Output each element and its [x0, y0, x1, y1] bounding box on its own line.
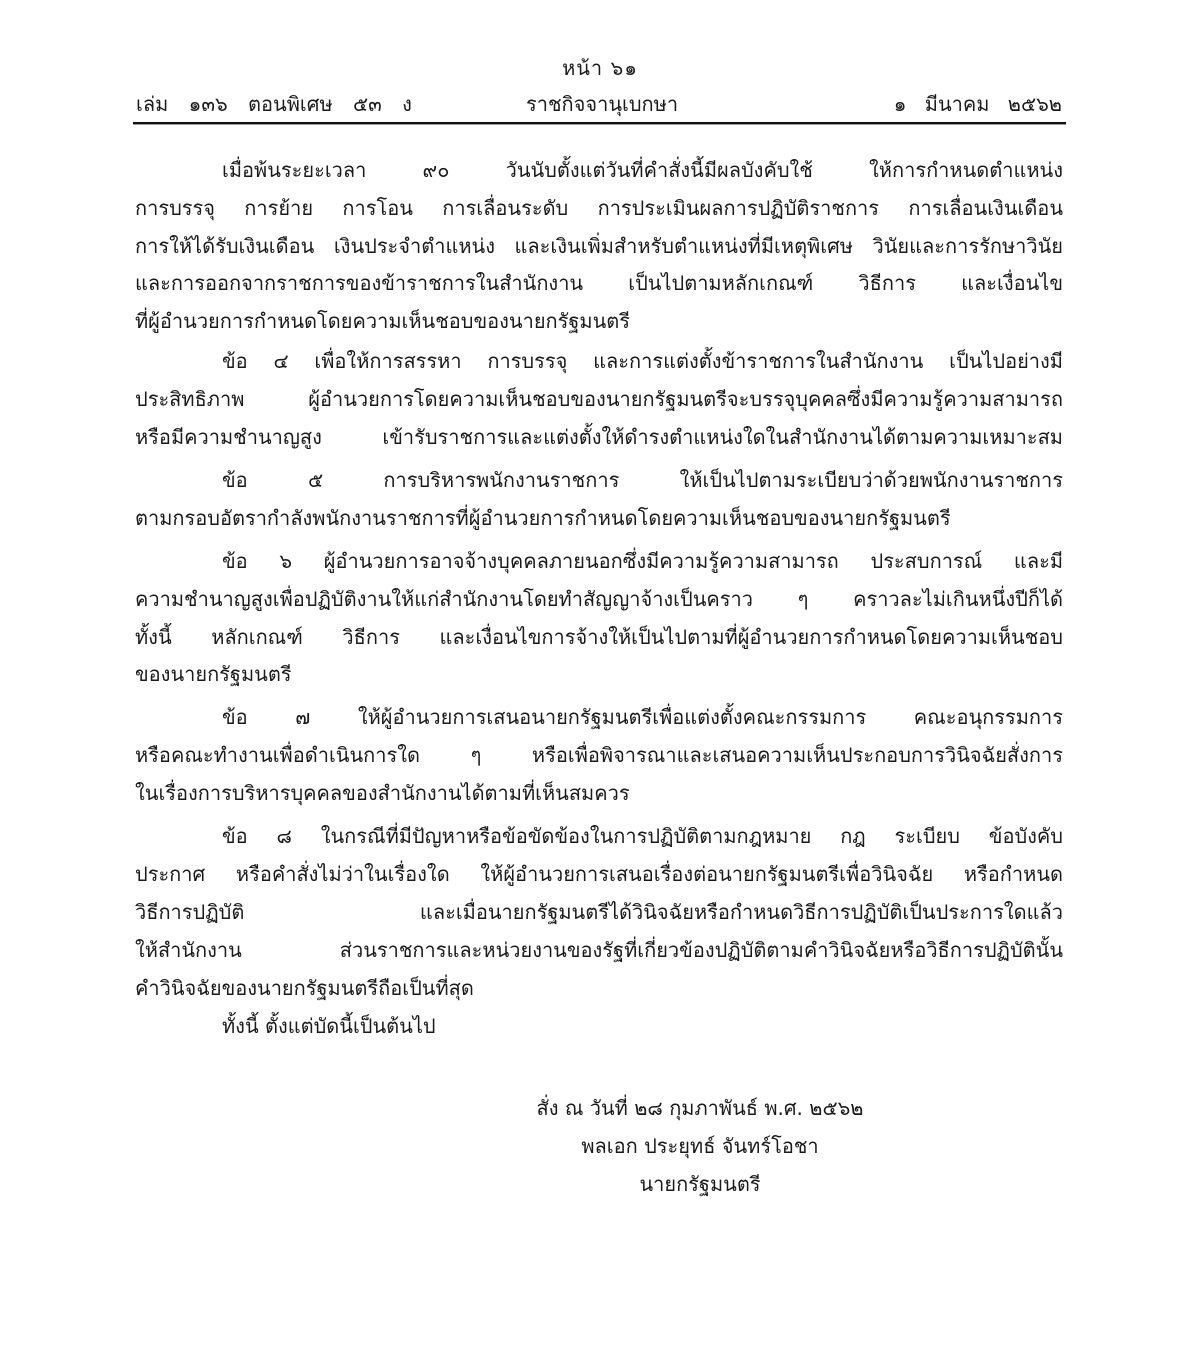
clause-8-line: ประกาศ หรือคำสั่งไม่ว่าในเรื่องใด ให้ผู้อำนวยการเสนอเรื่องต่อนายกรัฐมนตรีเพื่อวินิจฉัย หรือกำหนด — [135, 862, 1063, 886]
clause-4-line: หรือมีความชำนาญสูง เข้ารับราชการและแต่งตั้งให้ดำรงตำแหน่งใดในสำนักงานได้ตามความเหมาะสม — [135, 425, 1063, 449]
signer-name: พลเอก ประยุทธ์ จันทร์โอชา — [581, 1134, 819, 1158]
closing-line: ทั้งนี้ ตั้งแต่บัดนี้เป็นต้นไป — [222, 1014, 436, 1038]
clause-4-line: ข้อ ๔ เพื่อให้การสรรหา การบรรจุ และการแต่งตั้งข้าราชการในสำนักงาน เป็นไปอย่างมี — [222, 349, 1063, 373]
body-line: การบรรจุ การย้าย การโอน การเลื่อนระดับ การประเมินผลการปฏิบัติราชการ การเลื่อนเงินเดือน — [135, 196, 1063, 220]
clause-8-line: วิธีการปฏิบัติ และเมื่อนายกรัฐมนตรีได้วินิจฉัยหรือกำหนดวิธีการปฏิบัติเป็นประการใดแล้ว — [135, 900, 1063, 924]
order-date: สั่ง ณ วันที่ ๒๘ กุมภาพันธ์ พ.ศ. ๒๕๖๒ — [536, 1096, 864, 1120]
clause-7-line: ในเรื่องการบริหารบุคคลของสำนักงานได้ตามที่เห็นสมควร — [135, 781, 630, 805]
clause-6-line: ทั้งนี้ หลักเกณฑ์ วิธีการ และเงื่อนไขการจ้างให้เป็นไปตามที่ผู้อำนวยการกำหนดโดยความเห็นชอบ — [135, 625, 1063, 649]
volume-issue: เล่ม ๑๓๖ ตอนพิเศษ ๕๓ ง — [136, 92, 412, 116]
clause-5-line: ข้อ ๕ การบริหารพนักงานราชการ ให้เป็นไปตามระเบียบว่าด้วยพนักงานราชการ — [222, 468, 1063, 492]
page-number: หน้า ๖๑ — [562, 56, 638, 80]
clause-8-line: ให้สำนักงาน ส่วนราชการและหน่วยงานของรัฐที่เกี่ยวข้องปฏิบัติตามคำวินิจฉัยหรือวิธีการปฏิบัตินั้น — [135, 938, 1063, 962]
gazette-header — [134, 88, 1064, 118]
clause-7-line: หรือคณะทำงานเพื่อดำเนินการใด ๆ หรือเพื่อพิจารณาและเสนอความเห็นประกอบการวินิจฉัยสั่งการ — [135, 743, 1063, 767]
body-line: และการออกจากราชการของข้าราชการในสำนักงาน เป็นไปตามหลักเกณฑ์ วิธีการ และเงื่อนไข — [135, 271, 1063, 295]
gazette-name: ราชกิจจานุเบกษา — [526, 92, 679, 116]
publication-date: ๑ มีนาคม ๒๕๖๒ — [893, 92, 1062, 116]
clause-7-line: ข้อ ๗ ให้ผู้อำนวยการเสนอนายกรัฐมนตรีเพื่อแต่งตั้งคณะกรรมการ คณะอนุกรรมการ — [222, 705, 1063, 729]
body-line: เมื่อพ้นระยะเวลา ๙๐ วันนับตั้งแต่วันที่คำสั่งนี้มีผลบังคับใช้ ให้การกำหนดตำแหน่ง — [222, 158, 1063, 182]
clause-8-line: ข้อ ๘ ในกรณีที่มีปัญหาหรือข้อขัดข้องในการปฏิบัติตามกฎหมาย กฎ ระเบียบ ข้อบังคับ — [222, 824, 1063, 848]
clause-6-line: ข้อ ๖ ผู้อำนวยการอาจจ้างบุคคลภายนอกซึ่งมีความรู้ความสามารถ ประสบการณ์ และมี — [222, 549, 1063, 573]
body-line: ที่ผู้อำนวยการกำหนดโดยความเห็นชอบของนายกรัฐมนตรี — [135, 309, 631, 333]
signer-title: นายกรัฐมนตรี — [639, 1172, 761, 1196]
header-divider — [133, 122, 1066, 125]
clause-4-line: ประสิทธิภาพ ผู้อำนวยการโดยความเห็นชอบของนายกรัฐมนตรีจะบรรจุบุคคลซึ่งมีความรู้ความสามารถ — [135, 387, 1063, 411]
clause-8-line: คำวินิจฉัยของนายกรัฐมนตรีถือเป็นที่สุด — [135, 976, 474, 1000]
clause-5-line: ตามกรอบอัตรากำลังพนักงานราชการที่ผู้อำนวยการกำหนดโดยความเห็นชอบของนายกรัฐมนตรี — [135, 506, 951, 530]
body-line: การให้ได้รับเงินเดือน เงินประจำตำแหน่ง และเงินเพิ่มสำหรับตำแหน่งที่มีเหตุพิเศษ วินัยและการรักษาวินัย — [135, 234, 1063, 258]
clause-6-line: ของนายกรัฐมนตรี — [135, 662, 292, 686]
clause-6-line: ความชำนาญสูงเพื่อปฏิบัติงานให้แก่สำนักงานโดยทำสัญญาจ้างเป็นคราว ๆ คราวละไม่เกินหนึ่งปีก็ได้ — [135, 587, 1063, 611]
